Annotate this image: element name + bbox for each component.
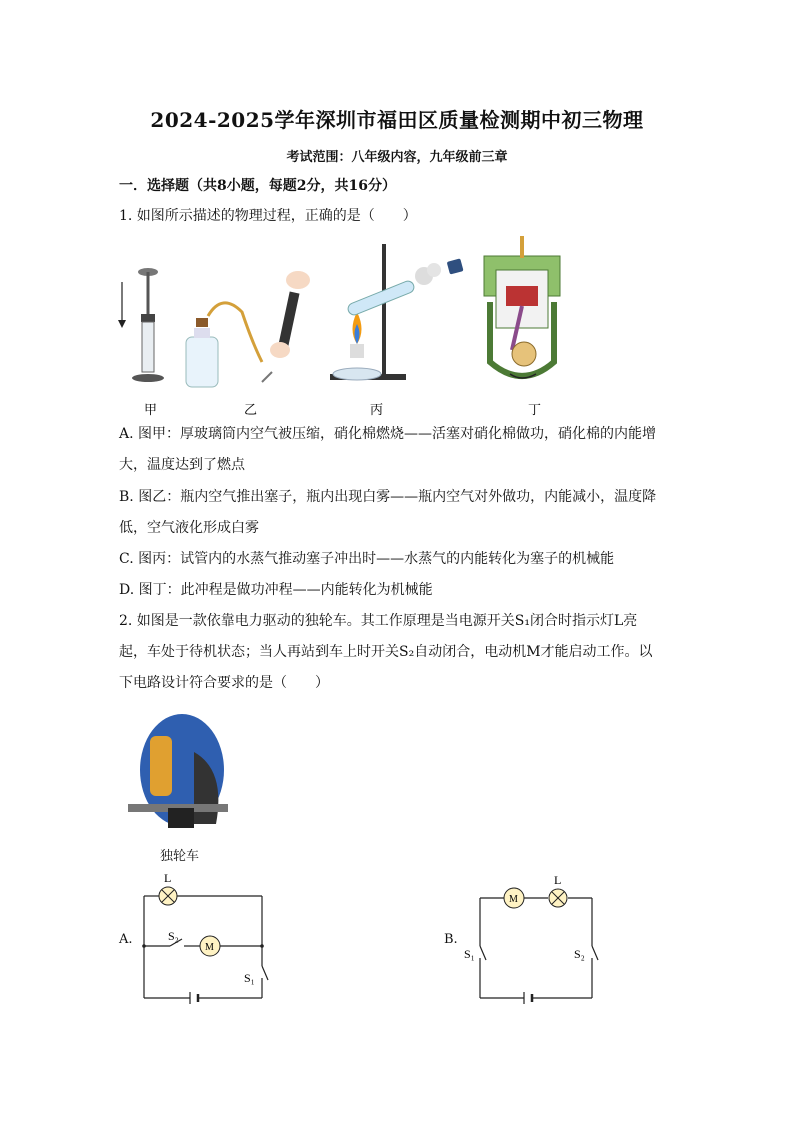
circuit-a-s2-label: S₂ (168, 929, 179, 943)
circuit-b-s2-label: S₂ (574, 947, 585, 961)
circuit-a-lamp-label: L (164, 871, 172, 885)
compression-cylinder-icon (118, 268, 164, 382)
question-2-stem: 2. 如图是一款依靠电力驱动的独轮车。其工作原理是当电源开关S₁闭合时指示灯L亮起，车处于待机状态；当人再站到车上时开关S₂自动闭合，电动机M才能启动工作。以下电路设计符合要求的是（ ） (119, 613, 653, 691)
q1-option-a: A. 图甲：厚玻璃筒内空气被压缩，硝化棉燃烧——活塞对硝化棉做功，硝化棉的内能增大，温度达到了燃点 (119, 426, 657, 473)
exam-scope: 考试范围：八年级内容，九年级前三章 (286, 150, 508, 165)
q1-option-b: B. 图乙：瓶内空气推出塞子，瓶内出现白雾——瓶内空气对外做功，内能减小，温度降低，空气液化形成白雾 (119, 489, 657, 536)
unicycle-caption: 独轮车 (160, 849, 200, 864)
circuit-a-motor-label: M (205, 942, 214, 953)
circuit-b-lamp-label: L (554, 873, 562, 887)
circuit-b-s1-label: S₁ (464, 947, 475, 961)
unicycle-image (124, 712, 234, 842)
fig-label-jia: 甲 (144, 402, 158, 417)
circuit-b-motor-label: M (509, 894, 518, 905)
fig-label-ding: 丁 (528, 402, 542, 417)
section-heading: 一．选择题（共8小题，每题2分，共16分） (119, 178, 396, 194)
circuit-b-label: B. (444, 932, 458, 947)
circuit-a (136, 866, 276, 1006)
circuit-a-label: A. (119, 932, 133, 947)
fig-label-bing: 丙 (370, 402, 384, 417)
engine-cylinder-icon (484, 236, 560, 378)
page-title: 2024-2025学年深圳市福田区质量检测期中初三物理 (150, 108, 644, 132)
circuit-b (464, 866, 614, 1006)
question-1-stem: 1. 如图所示描述的物理过程，正确的是（ ） (119, 208, 417, 224)
q1-option-d: D. 图丁：此冲程是做功冲程——内能转化为机械能 (119, 582, 433, 598)
circuit-a-s1-label: S₁ (244, 971, 255, 985)
q1-figure (112, 232, 572, 417)
fig-label-yi: 乙 (244, 402, 258, 417)
bottle-pump-icon (186, 271, 310, 387)
q1-option-c: C. 图丙：试管内的水蒸气推动塞子冲出时——水蒸气的内能转化为塞子的机械能 (119, 551, 615, 567)
test-tube-stand-icon (330, 244, 464, 380)
